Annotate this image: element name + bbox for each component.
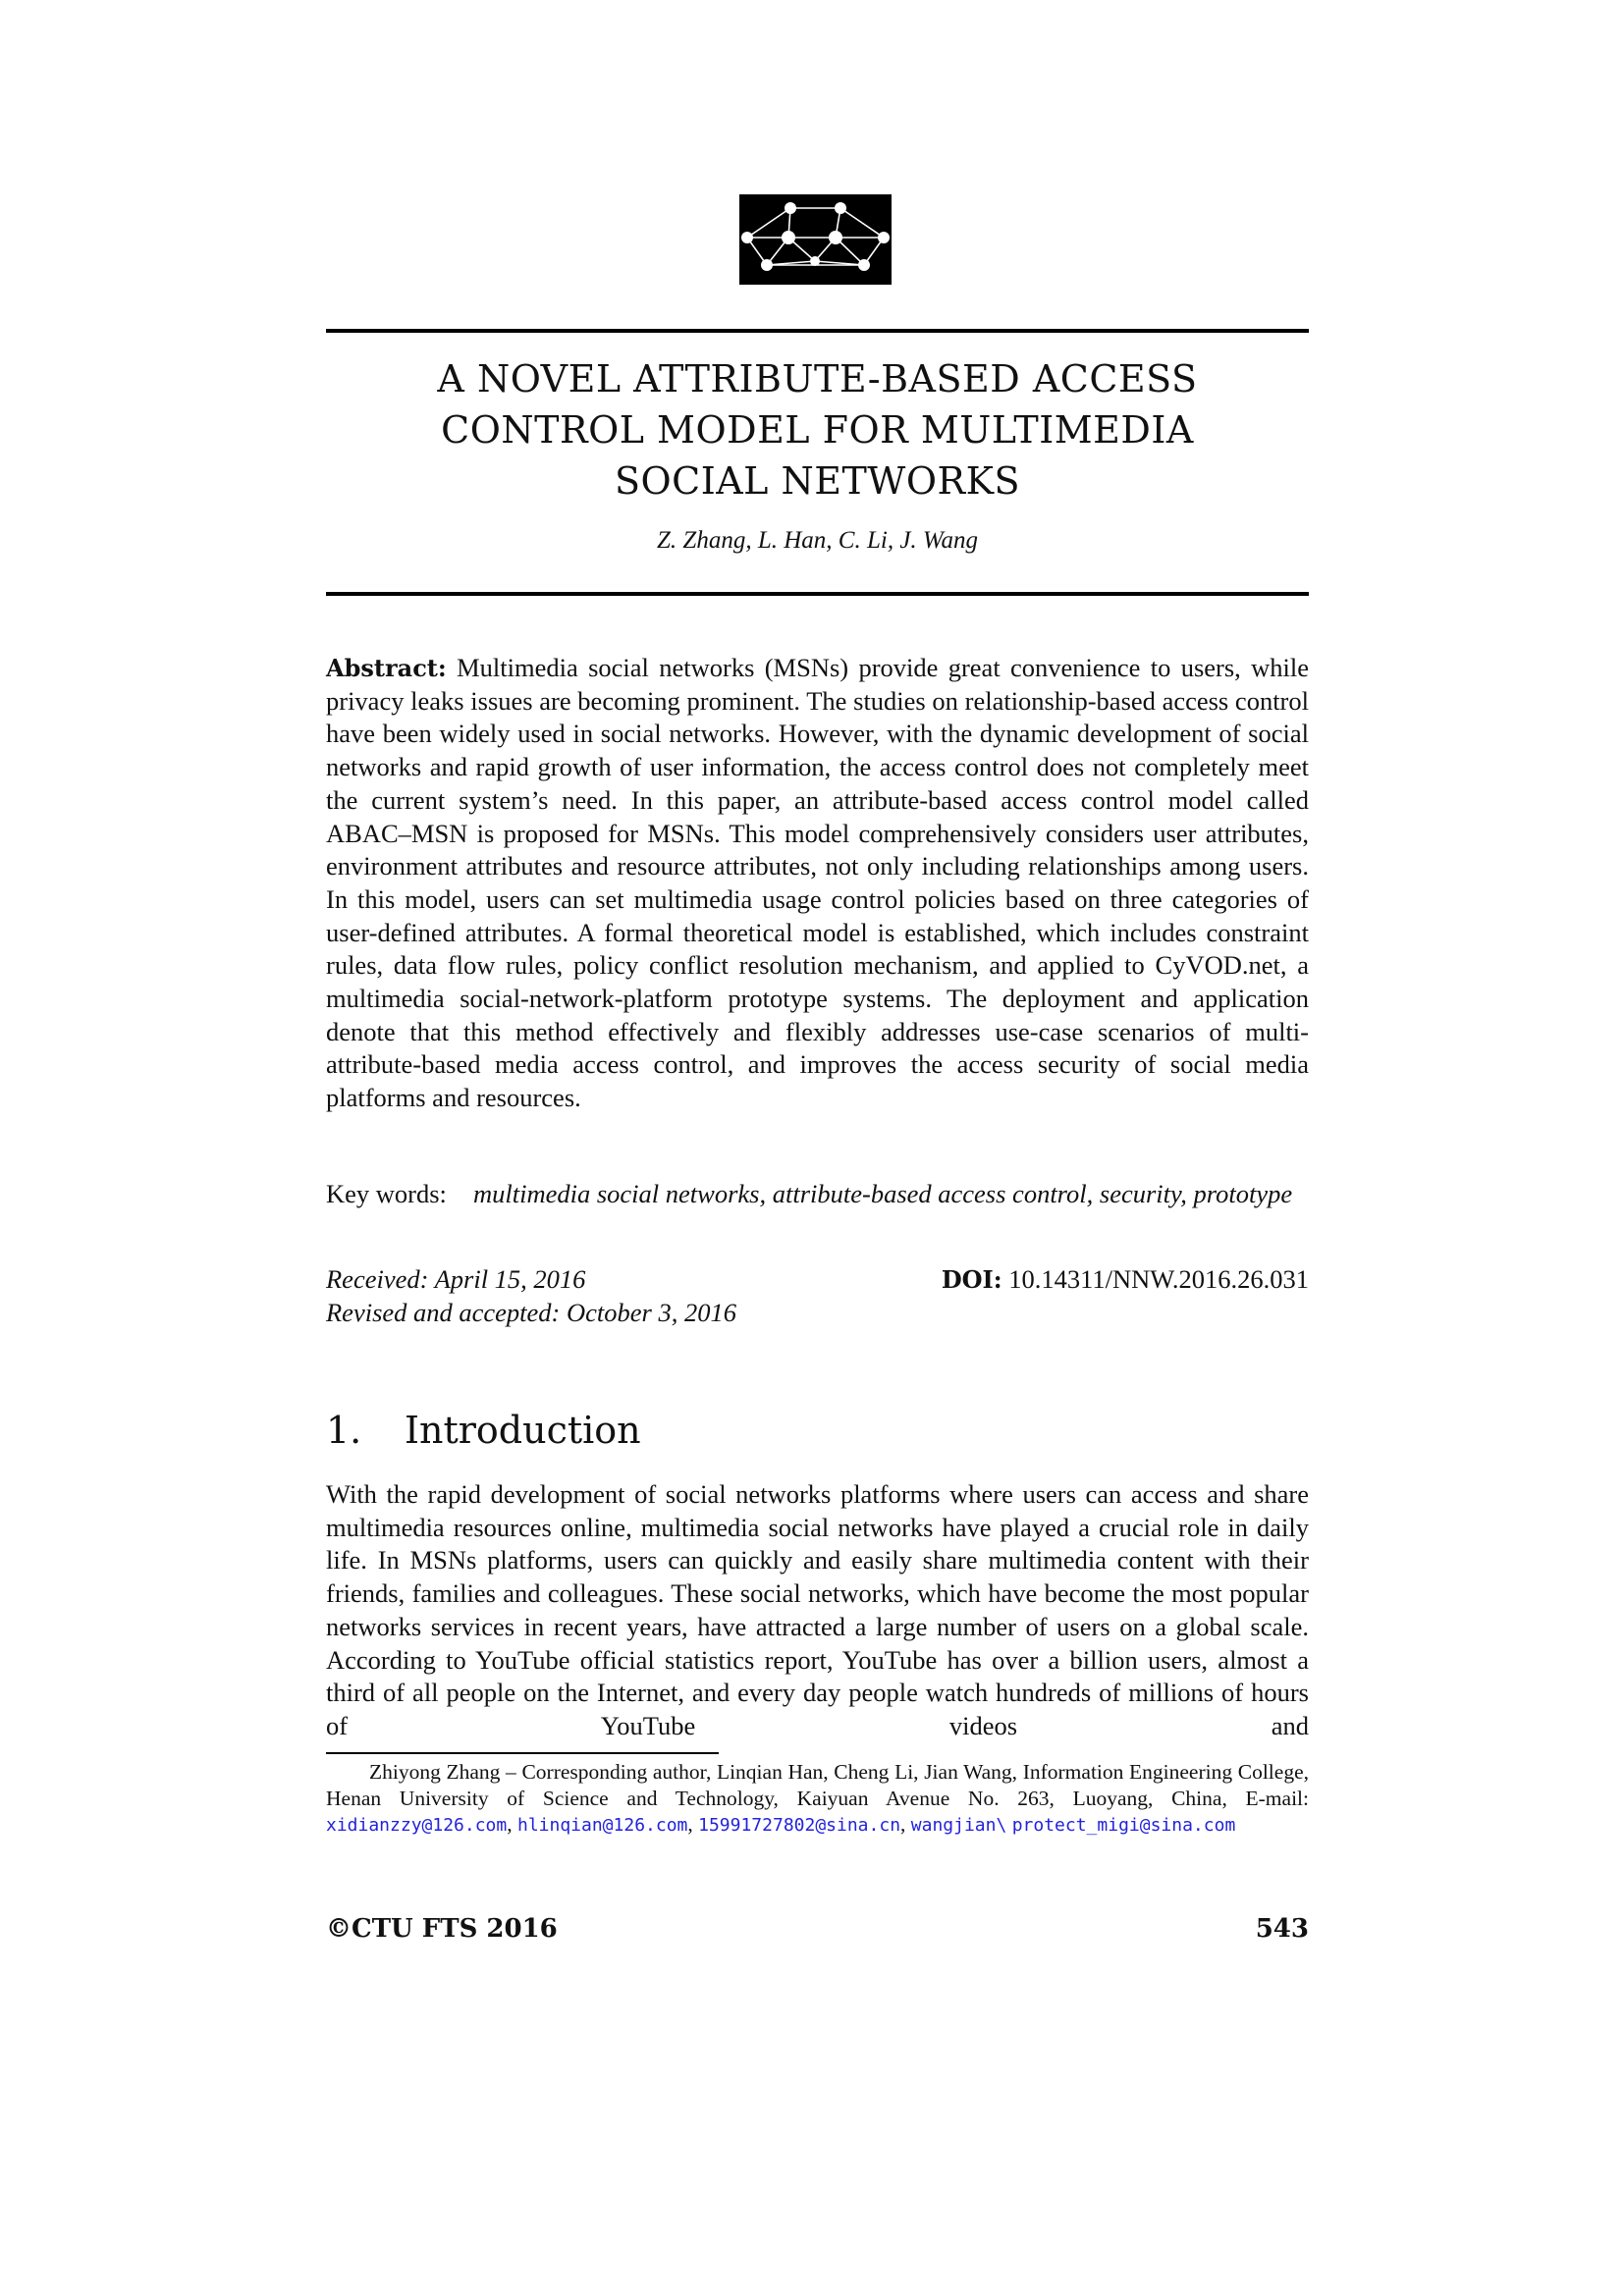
revised-date: Revised and accepted: October 3, 2016 xyxy=(326,1298,736,1327)
copyright: ©CTU FTS 2016 xyxy=(326,1914,558,1944)
section-title: Introduction xyxy=(405,1409,641,1452)
doi-value: 10.14311/NNW.2016.26.031 xyxy=(1008,1264,1309,1294)
abstract-label: Abstract: xyxy=(326,654,447,682)
title-line: CONTROL MODEL FOR MULTIMEDIA xyxy=(441,408,1194,452)
title-bottom-rule xyxy=(326,592,1309,596)
email-link[interactable]: protect_migi@sina.com xyxy=(1011,1815,1236,1836)
abstract xyxy=(326,652,1309,1115)
section-number: 1. xyxy=(326,1409,362,1452)
network-graph-logo-icon xyxy=(739,194,892,285)
email-link[interactable]: hlinqian@126.com xyxy=(516,1815,688,1836)
title-line: SOCIAL NETWORKS xyxy=(614,459,1021,503)
page-number: 543 xyxy=(1255,1914,1309,1944)
footnote xyxy=(326,1759,1309,1840)
introduction-paragraph: With the rapid development of social networks platforms where users can access and share multimedia resources online, multimedia social networks have played a crucial role in daily life. In MSNs platforms, users can quickly and easily share multimedia content with their friends, families and colleagues. These social networks, which have become the most popular networks services in recent years, have attracted a large number of users on a global scale. According to YouTube official statistics report, YouTube has over a billion users, almost a third of all people on the Internet, and every day people watch hundreds of millions of hours of YouTube videos and xyxy=(326,1479,1309,1740)
footnote-text: Zhiyong Zhang – Corresponding author, Linqian Han, Cheng Li, Jian Wang, Information Engineering College, Henan University of Science and Technology, Kaiyuan Avenue No. 263, Luoyang, China, E-mail: xidianzzy@126.com, hlinqian@126.com, 15991727802@sina.cn, wangjian\ protect_migi@sina.com xyxy=(326,1760,1309,1836)
author-list: Z. Zhang, L. Han, C. Li, J. Wang xyxy=(657,527,978,554)
email-link[interactable]: xidianzzy@126.com xyxy=(326,1815,508,1836)
footnote-rule xyxy=(326,1752,719,1754)
email-link[interactable]: 15991727802@sina.cn xyxy=(698,1815,901,1836)
received-date: Received: April 15, 2016 xyxy=(326,1264,586,1294)
email-link[interactable]: wangjian\ xyxy=(910,1815,1007,1836)
doi-label: DOI: xyxy=(941,1265,1002,1294)
keywords-label: Key words: xyxy=(326,1179,447,1208)
section-heading xyxy=(326,1406,641,1455)
title-top-rule xyxy=(326,329,1309,333)
paper-title xyxy=(326,353,1309,507)
abstract-text: Multimedia social networks (MSNs) provide great convenience to users, while privacy leaks issues are becoming prominent. The studies on relationship-based access control have been widely used in social networks. However, with the dynamic development of social networks and rapid growth of user information, the access control does not completely meet the current system’s need. In this paper, an attribute-based access control model called ABAC–MSN is proposed for MSNs. This model comprehensively considers user attributes, environment attributes and resource attributes, not only including relationships among users. In this model, users can set multimedia usage control policies based on three categories of user-defined attributes. A formal theoretical model is established, which includes constraint rules, data flow rules, policy conflict resolution mechanism, and applied to CyVOD.net, a multimedia social-network-platform prototype systems. The deployment and application denote that this method effectively and flexibly addresses use-case scenarios of multi-attribute-based media access control, and improves the access security of social media platforms and resources. xyxy=(326,653,1310,1113)
footnote-affiliation: Zhiyong Zhang – Corresponding author, Linqian Han, Cheng Li, Jian Wang, Information Engineering College, Henan University of Science and Technology, Kaiyuan Avenue No. 263, Luoyang, China, E-mail: xyxy=(326,1760,1309,1810)
keywords-values: multimedia social networks, attribute-based access control, security, prototype xyxy=(473,1179,1293,1208)
doi xyxy=(942,1263,1309,1297)
title-line: A NOVEL ATTRIBUTE-BASED ACCESS xyxy=(437,357,1198,400)
